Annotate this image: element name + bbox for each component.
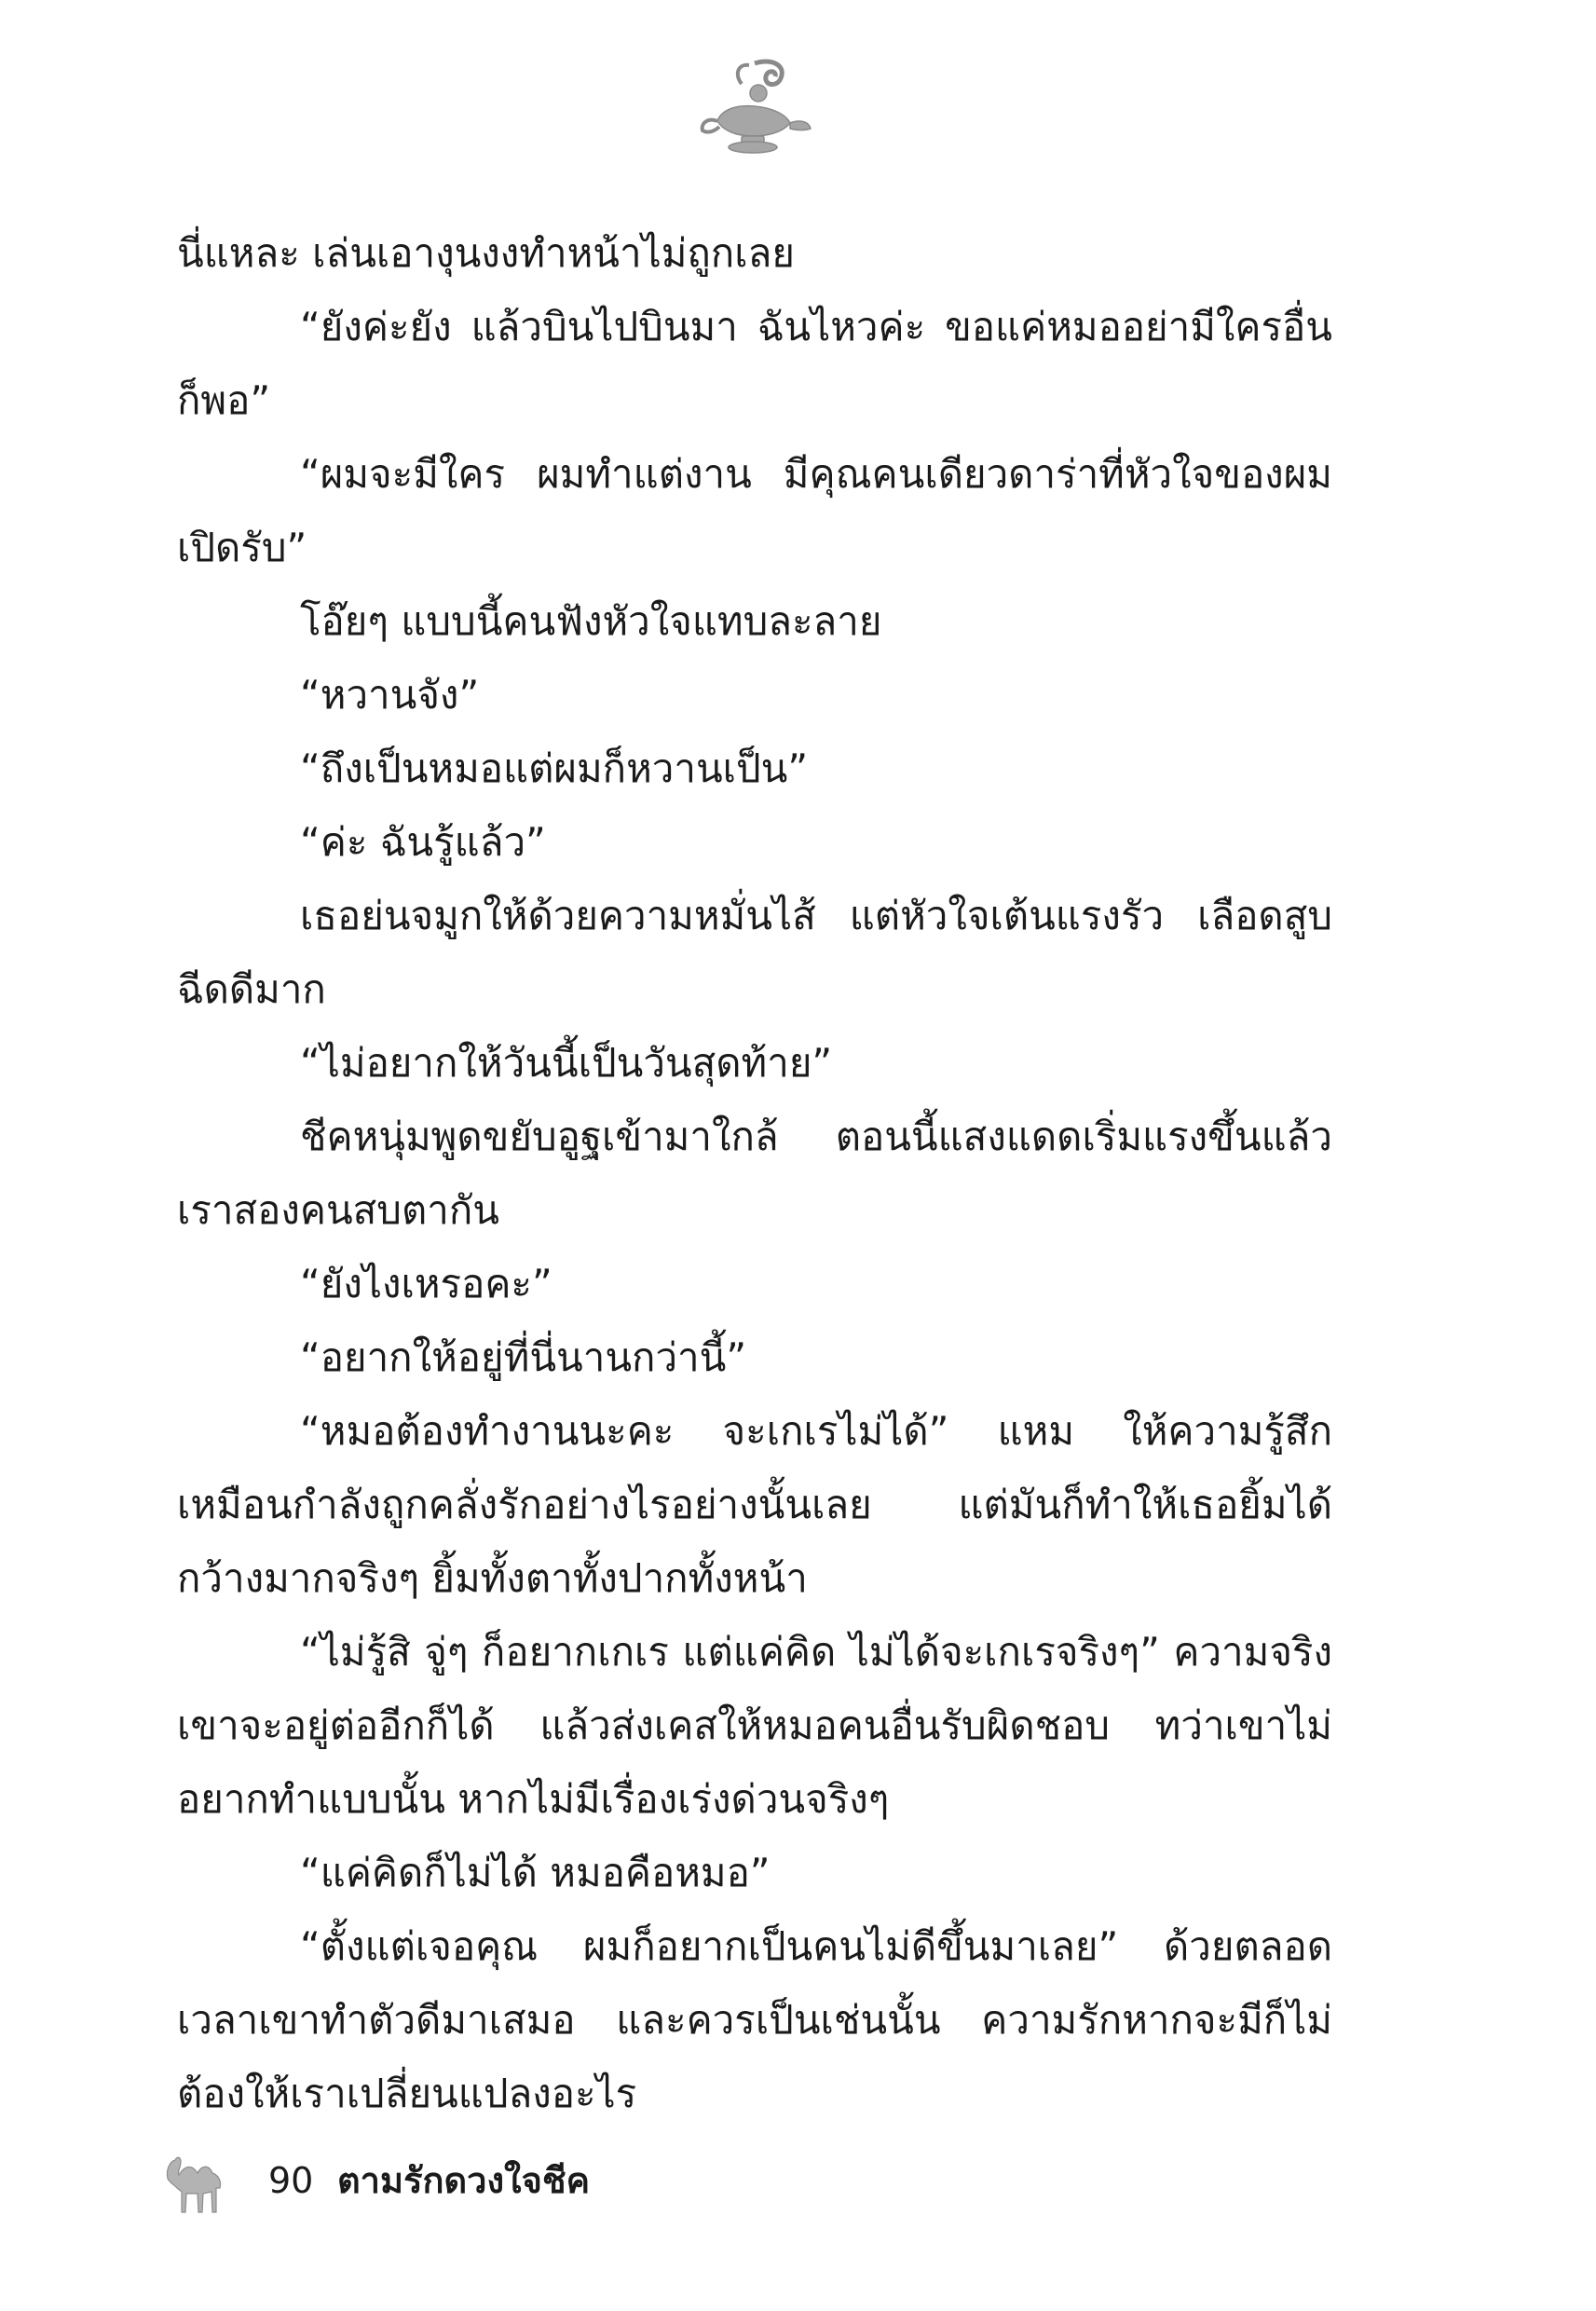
paragraph: ชีคหนุ่มพูดขยับอูฐเข้ามาใกล้ ตอนนี้แสงแดดเริ่มแรงขึ้นแล้วเราสองคนสบตากัน <box>177 1114 1332 1233</box>
paragraph: “ค่ะ ฉันรู้แล้ว” <box>300 819 546 865</box>
paragraph: “ยังไงเหรอคะ” <box>300 1261 552 1306</box>
paragraph: “ไม่อยากให้วันนี้เป็นวันสุดท้าย” <box>300 1040 833 1086</box>
paragraph: “หวานจัง” <box>300 672 480 718</box>
paragraph: “ผมจะมีใคร ผมทำแต่งาน มีคุณคนเดียวดาร่าที่หัวใจของผมเปิดรับ” <box>177 451 1332 570</box>
page-footer <box>158 2141 717 2220</box>
camel-icon <box>158 2141 233 2220</box>
paragraph: “หมอต้องทำงานนะคะ จะเกเรไม่ได้” แหม ให้ความรู้สึกเหมือนกำลังถูกคลั่งรักอย่างไรอย่างนั้นเลย แต่มันก็ทำให้เธอยิ้มได้กว้างมากจริงๆ ยิ้มทั้งตาทั้งปากทั้งหน้า <box>177 1408 1332 1601</box>
paragraph: “อยากให้อยู่ที่นี่นานกว่านี้” <box>300 1334 747 1380</box>
paragraph: โอ๊ยๆ แบบนี้คนฟังหัวใจแทบละลาย <box>300 598 882 644</box>
paragraph: “ยังค่ะยัง แล้วบินไปบินมา ฉันไหวค่ะ ขอแค่หมออย่ามีใครอื่นก็พอ” <box>177 304 1332 423</box>
paragraph: “ไม่รู้สิ จู่ๆ ก็อยากเกเร แต่แค่คิด ไม่ได้จะเกเรจริงๆ” ความจริงเขาจะอยู่ต่ออีกก็ได้ แล้วส่งเคสให้หมอคนอื่นรับผิดชอบ ทว่าเขาไม่อยากทำแบบนั้น หากไม่มีเรื่องเร่งด่วนจริงๆ <box>177 1629 1332 1822</box>
genie-lamp-icon <box>689 56 820 163</box>
paragraph: “ถึงเป็นหมอแต่ผมก็หวานเป็น” <box>300 745 809 791</box>
paragraph: นี่แหละ เล่นเอางุนงงทำหน้าไม่ถูกเลย <box>177 230 795 276</box>
book-title: ตามรักดวงใจชีค <box>337 2160 591 2201</box>
paragraph: “ตั้งแต่เจอคุณ ผมก็อยากเป็นคนไม่ดีขึ้นมาเลย” ด้วยตลอดเวลาเขาทำตัวดีมาเสมอ และควรเป็นเช่นนั้น ความรักหากจะมีก็ไม่ต้องให้เราเปลี่ยนแปลงอะไร <box>177 1923 1332 2116</box>
paragraph: “แค่คิดก็ไม่ได้ หมอคือหมอ” <box>300 1850 771 1895</box>
body-text <box>177 216 1332 2130</box>
page-number: 90 <box>268 2160 314 2201</box>
paragraph: เธอย่นจมูกให้ด้วยความหมั่นไส้ แต่หัวใจเต้นแรงรัว เลือดสูบฉีดดีมาก <box>177 893 1332 1012</box>
